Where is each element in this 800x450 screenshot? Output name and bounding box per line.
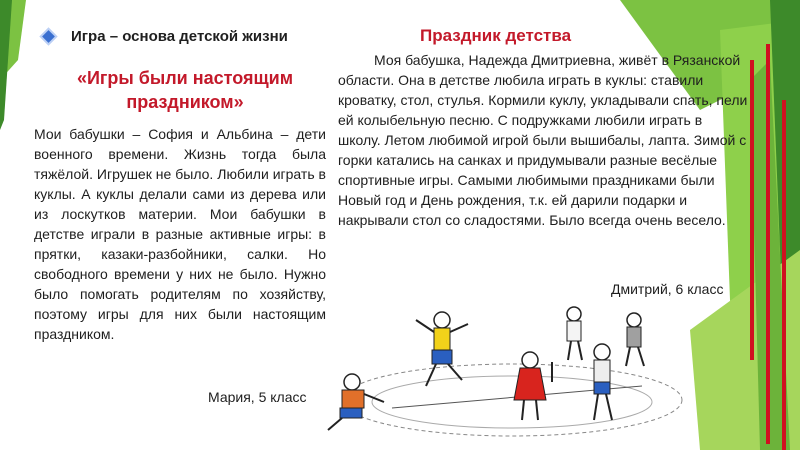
left-signature: Мария, 5 класс bbox=[208, 389, 307, 405]
left-title-line1: «Игры были настоящим bbox=[76, 68, 294, 88]
slide-heading-text: Игра – основа детской жизни bbox=[71, 28, 288, 45]
right-title: Праздник детства bbox=[420, 26, 572, 45]
diamond-bullet-icon bbox=[42, 30, 55, 43]
left-title bbox=[40, 66, 330, 114]
left-title-line2: праздником» bbox=[126, 92, 244, 112]
red-bar-2 bbox=[766, 44, 770, 444]
red-bar-1 bbox=[750, 60, 754, 360]
slide-heading bbox=[44, 28, 288, 45]
right-signature: Дмитрий, 6 класс bbox=[611, 281, 724, 297]
children-playing-illustration bbox=[312, 290, 692, 450]
left-body-text: Мои бабушки – София и Альбина – дети военного времени. Жизнь тогда была тяжёлой. Игрушек не было. Любили играть в куклы. А куклы делали сами из дерева или из лоскутков материи. Мои бабушки в детстве играли в разные активные игры: в прятки, казаки-разбойники, салки. Но свободного времени у них не было. Нужно было помогать родителям по хозяйству, поэтому игры для них были настоящим праздником. bbox=[34, 126, 326, 342]
right-body-text: Моя бабушка, Надежда Дмитриевна, живёт в Рязанской области. Она в детстве любила играть в куклы: ставили кроватку, стол, стулья. Кормили куклу, укладывали спать, пели ей колыбельную песню. С подружками любили играть в школу. Летом любимой игрой были вышибалы, лапта. Зимой с горки катались на санках и придумывали разные весёлые спортивные игры. Самыми любимыми праздниками были Новый год и День рождения, т.к. ей дарили подарки и накрывали стол со сладостями. Было всегда очень весело. bbox=[338, 52, 748, 228]
red-bar-3 bbox=[782, 100, 786, 450]
